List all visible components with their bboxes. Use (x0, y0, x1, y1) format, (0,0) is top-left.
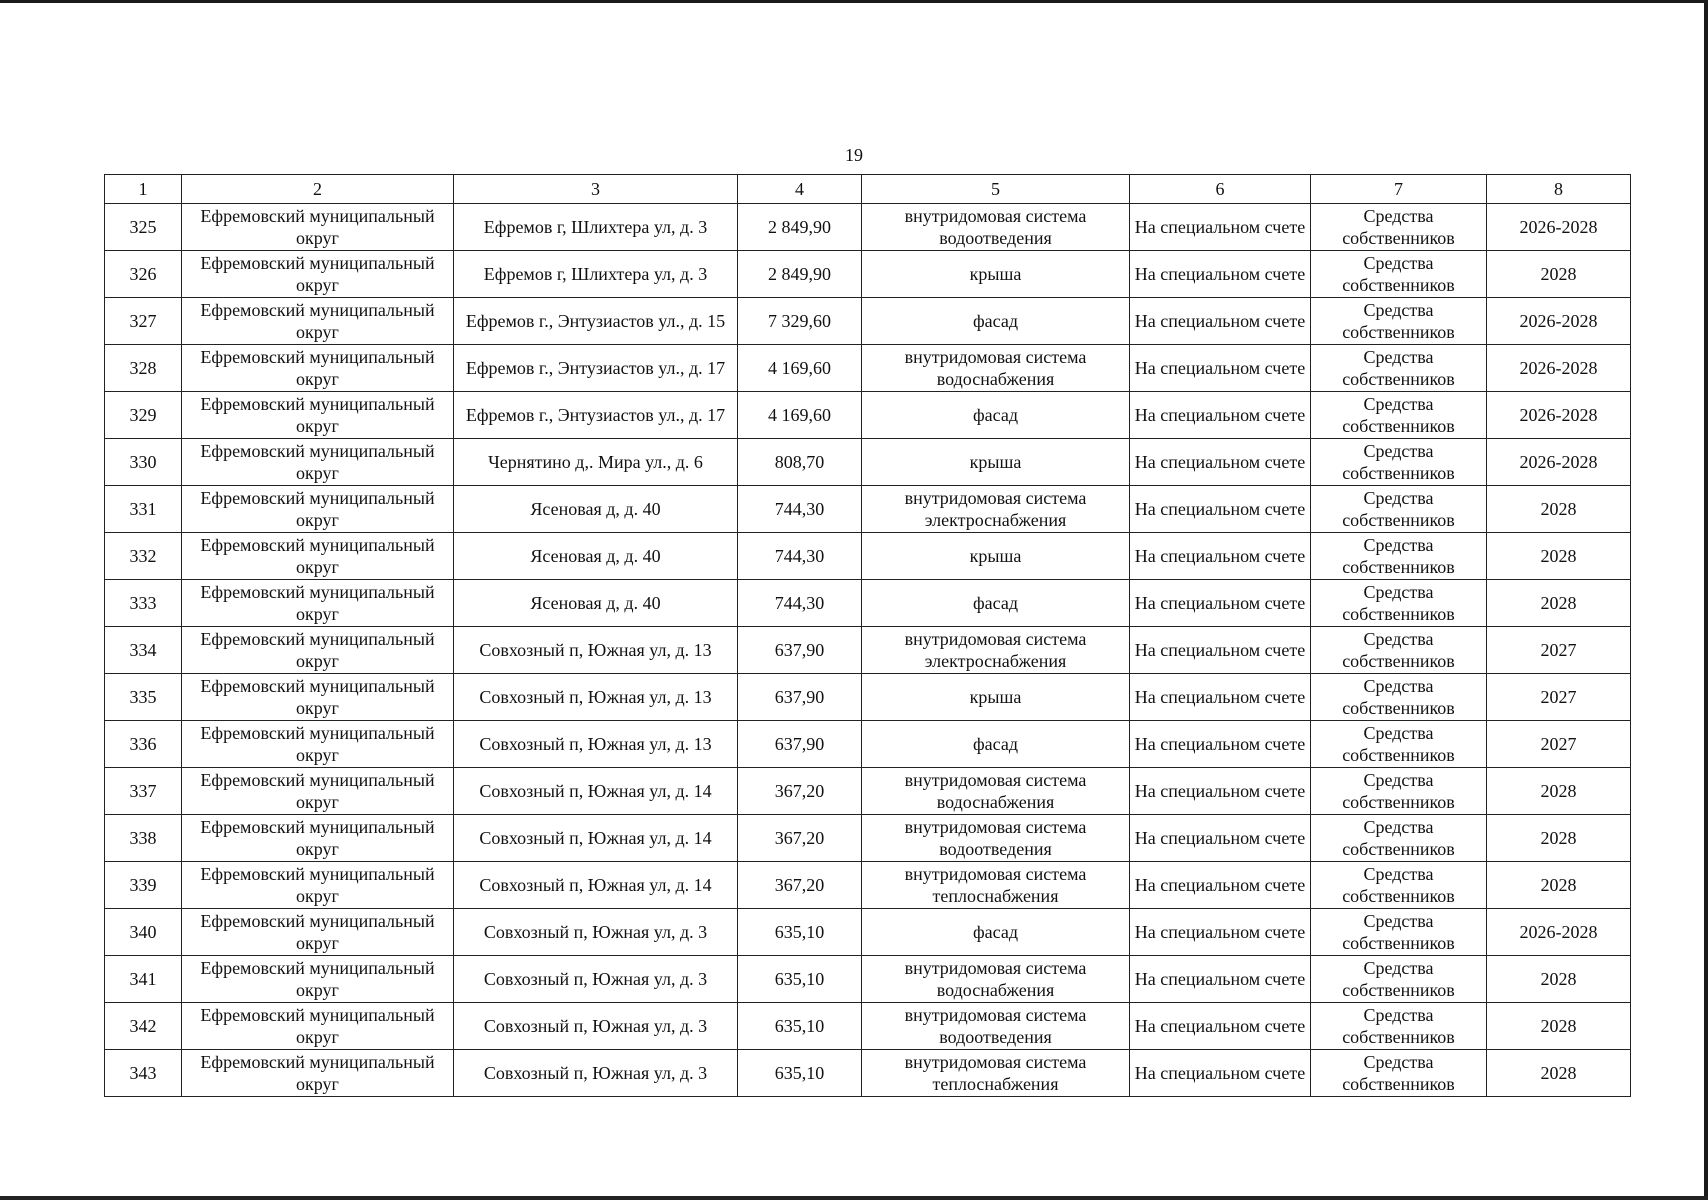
district-cell: Ефремовский муниципальный округ (182, 298, 454, 345)
account-type-cell: На специальном счете (1130, 768, 1311, 815)
row-number-cell: 337 (105, 768, 182, 815)
row-number-cell: 336 (105, 721, 182, 768)
column-header: 1 (105, 175, 182, 204)
address-cell: Ефремов г, Шлихтера ул, д. 3 (454, 204, 738, 251)
area-cell: 635,10 (738, 909, 862, 956)
row-number-cell: 335 (105, 674, 182, 721)
address-cell: Совхозный п, Южная ул, д. 3 (454, 1003, 738, 1050)
scan-border-bottom (0, 1196, 1708, 1200)
table-row (105, 580, 1631, 627)
work-type-cell: внутридомовая система водоснабжения (862, 956, 1130, 1003)
column-header: 4 (738, 175, 862, 204)
row-number-cell: 326 (105, 251, 182, 298)
area-cell: 4 169,60 (738, 392, 862, 439)
work-type-cell: внутридомовая система теплоснабжения (862, 1050, 1130, 1097)
period-cell: 2026-2028 (1487, 345, 1631, 392)
row-number-cell: 343 (105, 1050, 182, 1097)
address-cell: Ефремов г., Энтузиастов ул., д. 15 (454, 298, 738, 345)
work-type-cell: фасад (862, 580, 1130, 627)
scan-border-right (1704, 0, 1708, 1200)
table-row (105, 815, 1631, 862)
area-cell: 367,20 (738, 768, 862, 815)
area-cell: 7 329,60 (738, 298, 862, 345)
area-cell: 367,20 (738, 815, 862, 862)
funding-source-cell: Средства собственников (1311, 439, 1487, 486)
period-cell: 2026-2028 (1487, 439, 1631, 486)
area-cell: 635,10 (738, 956, 862, 1003)
district-cell: Ефремовский муниципальный округ (182, 392, 454, 439)
account-type-cell: На специальном счете (1130, 909, 1311, 956)
column-number-row (105, 175, 1631, 204)
district-cell: Ефремовский муниципальный округ (182, 1003, 454, 1050)
work-type-cell: фасад (862, 392, 1130, 439)
account-type-cell: На специальном счете (1130, 204, 1311, 251)
table-row (105, 721, 1631, 768)
table-row (105, 768, 1631, 815)
row-number-cell: 333 (105, 580, 182, 627)
period-cell: 2028 (1487, 815, 1631, 862)
account-type-cell: На специальном счете (1130, 1003, 1311, 1050)
row-number-cell: 334 (105, 627, 182, 674)
funding-source-cell: Средства собственников (1311, 1050, 1487, 1097)
funding-source-cell: Средства собственников (1311, 1003, 1487, 1050)
address-cell: Совхозный п, Южная ул, д. 13 (454, 721, 738, 768)
funding-source-cell: Средства собственников (1311, 909, 1487, 956)
page-number: 19 (845, 145, 863, 165)
work-type-cell: крыша (862, 674, 1130, 721)
funding-source-cell: Средства собственников (1311, 392, 1487, 439)
funding-source-cell: Средства собственников (1311, 956, 1487, 1003)
row-number-cell: 332 (105, 533, 182, 580)
work-type-cell: крыша (862, 439, 1130, 486)
address-cell: Совхозный п, Южная ул, д. 14 (454, 815, 738, 862)
area-cell: 2 849,90 (738, 204, 862, 251)
table-row (105, 298, 1631, 345)
row-number-cell: 331 (105, 486, 182, 533)
district-cell: Ефремовский муниципальный округ (182, 439, 454, 486)
funding-source-cell: Средства собственников (1311, 721, 1487, 768)
period-cell: 2028 (1487, 486, 1631, 533)
account-type-cell: На специальном счете (1130, 533, 1311, 580)
funding-source-cell: Средства собственников (1311, 580, 1487, 627)
column-header: 6 (1130, 175, 1311, 204)
district-cell: Ефремовский муниципальный округ (182, 956, 454, 1003)
table-row (105, 909, 1631, 956)
area-cell: 744,30 (738, 533, 862, 580)
district-cell: Ефремовский муниципальный округ (182, 204, 454, 251)
row-number-cell: 340 (105, 909, 182, 956)
address-cell: Совхозный п, Южная ул, д. 3 (454, 909, 738, 956)
period-cell: 2028 (1487, 862, 1631, 909)
work-type-cell: внутридомовая система теплоснабжения (862, 862, 1130, 909)
district-cell: Ефремовский муниципальный округ (182, 345, 454, 392)
period-cell: 2028 (1487, 956, 1631, 1003)
table-row (105, 345, 1631, 392)
area-cell: 744,30 (738, 486, 862, 533)
table-row (105, 1003, 1631, 1050)
district-cell: Ефремовский муниципальный округ (182, 674, 454, 721)
area-cell: 637,90 (738, 627, 862, 674)
account-type-cell: На специальном счете (1130, 674, 1311, 721)
address-cell: Ясеновая д, д. 40 (454, 533, 738, 580)
work-type-cell: крыша (862, 533, 1130, 580)
district-cell: Ефремовский муниципальный округ (182, 862, 454, 909)
area-cell: 635,10 (738, 1003, 862, 1050)
column-header: 2 (182, 175, 454, 204)
district-cell: Ефремовский муниципальный округ (182, 721, 454, 768)
row-number-cell: 338 (105, 815, 182, 862)
period-cell: 2027 (1487, 674, 1631, 721)
work-type-cell: внутридомовая система водоснабжения (862, 768, 1130, 815)
area-cell: 637,90 (738, 721, 862, 768)
district-cell: Ефремовский муниципальный округ (182, 580, 454, 627)
row-number-cell: 330 (105, 439, 182, 486)
row-number-cell: 339 (105, 862, 182, 909)
period-cell: 2028 (1487, 251, 1631, 298)
work-type-cell: фасад (862, 909, 1130, 956)
account-type-cell: На специальном счете (1130, 1050, 1311, 1097)
scan-border-top (0, 0, 1708, 3)
table-row (105, 674, 1631, 721)
address-cell: Совхозный п, Южная ул, д. 3 (454, 1050, 738, 1097)
address-cell: Совхозный п, Южная ул, д. 14 (454, 768, 738, 815)
funding-source-cell: Средства собственников (1311, 251, 1487, 298)
district-cell: Ефремовский муниципальный округ (182, 251, 454, 298)
account-type-cell: На специальном счете (1130, 486, 1311, 533)
table-row (105, 627, 1631, 674)
account-type-cell: На специальном счете (1130, 580, 1311, 627)
area-cell: 808,70 (738, 439, 862, 486)
work-type-cell: внутридомовая система электроснабжения (862, 486, 1130, 533)
funding-source-cell: Средства собственников (1311, 298, 1487, 345)
district-cell: Ефремовский муниципальный округ (182, 627, 454, 674)
period-cell: 2027 (1487, 721, 1631, 768)
account-type-cell: На специальном счете (1130, 298, 1311, 345)
work-type-cell: внутридомовая система водоотведения (862, 1003, 1130, 1050)
area-cell: 2 849,90 (738, 251, 862, 298)
repair-program-table (104, 174, 1631, 1097)
funding-source-cell: Средства собственников (1311, 768, 1487, 815)
address-cell: Совхозный п, Южная ул, д. 3 (454, 956, 738, 1003)
table-row (105, 956, 1631, 1003)
address-cell: Совхозный п, Южная ул, д. 13 (454, 674, 738, 721)
account-type-cell: На специальном счете (1130, 345, 1311, 392)
period-cell: 2026-2028 (1487, 204, 1631, 251)
area-cell: 4 169,60 (738, 345, 862, 392)
column-header: 3 (454, 175, 738, 204)
funding-source-cell: Средства собственников (1311, 204, 1487, 251)
row-number-cell: 342 (105, 1003, 182, 1050)
work-type-cell: внутридомовая система электроснабжения (862, 627, 1130, 674)
account-type-cell: На специальном счете (1130, 627, 1311, 674)
work-type-cell: внутридомовая система водоотведения (862, 204, 1130, 251)
address-cell: Чернятино д,. Мира ул., д. 6 (454, 439, 738, 486)
work-type-cell: фасад (862, 721, 1130, 768)
funding-source-cell: Средства собственников (1311, 674, 1487, 721)
period-cell: 2026-2028 (1487, 909, 1631, 956)
address-cell: Ясеновая д, д. 40 (454, 486, 738, 533)
table-row (105, 439, 1631, 486)
period-cell: 2028 (1487, 580, 1631, 627)
table-row (105, 392, 1631, 439)
work-type-cell: внутридомовая система водоотведения (862, 815, 1130, 862)
table-row (105, 251, 1631, 298)
district-cell: Ефремовский муниципальный округ (182, 486, 454, 533)
period-cell: 2028 (1487, 533, 1631, 580)
row-number-cell: 325 (105, 204, 182, 251)
row-number-cell: 328 (105, 345, 182, 392)
area-cell: 637,90 (738, 674, 862, 721)
account-type-cell: На специальном счете (1130, 815, 1311, 862)
period-cell: 2026-2028 (1487, 392, 1631, 439)
row-number-cell: 329 (105, 392, 182, 439)
funding-source-cell: Средства собственников (1311, 345, 1487, 392)
work-type-cell: фасад (862, 298, 1130, 345)
row-number-cell: 341 (105, 956, 182, 1003)
district-cell: Ефремовский муниципальный округ (182, 533, 454, 580)
funding-source-cell: Средства собственников (1311, 627, 1487, 674)
funding-source-cell: Средства собственников (1311, 486, 1487, 533)
table-row (105, 486, 1631, 533)
account-type-cell: На специальном счете (1130, 956, 1311, 1003)
account-type-cell: На специальном счете (1130, 392, 1311, 439)
period-cell: 2028 (1487, 768, 1631, 815)
district-cell: Ефремовский муниципальный округ (182, 1050, 454, 1097)
district-cell: Ефремовский муниципальный округ (182, 909, 454, 956)
column-header: 8 (1487, 175, 1631, 204)
area-cell: 367,20 (738, 862, 862, 909)
period-cell: 2026-2028 (1487, 298, 1631, 345)
address-cell: Ефремов г., Энтузиастов ул., д. 17 (454, 345, 738, 392)
account-type-cell: На специальном счете (1130, 439, 1311, 486)
address-cell: Ясеновая д, д. 40 (454, 580, 738, 627)
period-cell: 2028 (1487, 1050, 1631, 1097)
account-type-cell: На специальном счете (1130, 721, 1311, 768)
area-cell: 744,30 (738, 580, 862, 627)
address-cell: Совхозный п, Южная ул, д. 14 (454, 862, 738, 909)
district-cell: Ефремовский муниципальный округ (182, 768, 454, 815)
funding-source-cell: Средства собственников (1311, 533, 1487, 580)
account-type-cell: На специальном счете (1130, 862, 1311, 909)
period-cell: 2027 (1487, 627, 1631, 674)
account-type-cell: На специальном счете (1130, 251, 1311, 298)
table-row (105, 204, 1631, 251)
column-header: 5 (862, 175, 1130, 204)
table-row (105, 1050, 1631, 1097)
row-number-cell: 327 (105, 298, 182, 345)
column-header: 7 (1311, 175, 1487, 204)
table-row (105, 533, 1631, 580)
address-cell: Ефремов г, Шлихтера ул, д. 3 (454, 251, 738, 298)
address-cell: Ефремов г., Энтузиастов ул., д. 17 (454, 392, 738, 439)
district-cell: Ефремовский муниципальный округ (182, 815, 454, 862)
period-cell: 2028 (1487, 1003, 1631, 1050)
funding-source-cell: Средства собственников (1311, 862, 1487, 909)
address-cell: Совхозный п, Южная ул, д. 13 (454, 627, 738, 674)
work-type-cell: внутридомовая система водоснабжения (862, 345, 1130, 392)
work-type-cell: крыша (862, 251, 1130, 298)
area-cell: 635,10 (738, 1050, 862, 1097)
funding-source-cell: Средства собственников (1311, 815, 1487, 862)
table-row (105, 862, 1631, 909)
